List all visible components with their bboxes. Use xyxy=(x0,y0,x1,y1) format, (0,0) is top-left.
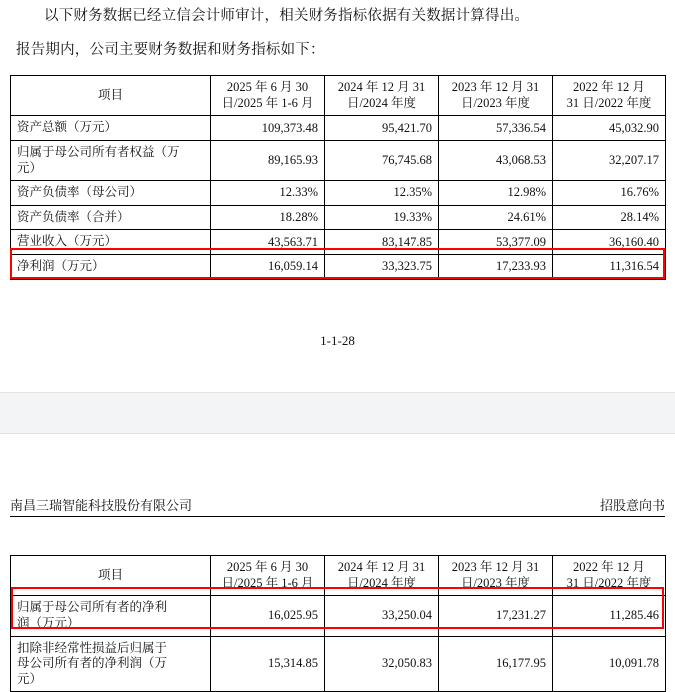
row-value: 32,207.17 xyxy=(553,140,666,180)
label-line: 资产负债率（合并） xyxy=(17,209,130,224)
table-row-highlighted xyxy=(11,596,666,636)
row-value: 18.28% xyxy=(211,205,325,230)
column-header-2025h1 xyxy=(211,556,325,596)
row-value: 12.35% xyxy=(325,181,439,206)
header-line: 2025 年 6 月 30 xyxy=(226,560,309,574)
row-value: 28.14% xyxy=(553,205,666,230)
row-value: 16,025.95 xyxy=(211,596,325,636)
label-line: 润（万元） xyxy=(17,615,80,630)
row-value: 95,421.70 xyxy=(325,116,439,141)
row-value: 17,233.93 xyxy=(439,255,553,280)
header-line: 2024 年 12 月 31 xyxy=(337,560,426,574)
row-value: 24.61% xyxy=(439,205,553,230)
label-line: 归属于母公司所有者的净利 xyxy=(17,600,168,615)
table-row-highlighted xyxy=(11,230,666,255)
label-line: 资产负债率（母公司） xyxy=(17,185,143,200)
table-row xyxy=(11,116,666,141)
label-line: 扣除非经常性损益后归属于 xyxy=(17,640,168,655)
column-header-item xyxy=(11,76,211,116)
column-header-2024 xyxy=(325,556,439,596)
page-gap-rule-top xyxy=(0,392,675,393)
header-line: 日/2025 年 1-6 月 xyxy=(221,95,314,110)
column-header-2022 xyxy=(553,556,666,596)
header-line: 日/2023 年度 xyxy=(460,575,531,590)
row-label xyxy=(11,636,211,692)
row-value: 45,032.90 xyxy=(553,116,666,141)
table-header-row xyxy=(11,556,666,596)
running-header xyxy=(10,495,665,514)
financial-summary-table-1 xyxy=(10,75,666,280)
row-value: 17,231.27 xyxy=(439,596,553,636)
row-value: 89,165.93 xyxy=(211,140,325,180)
row-label xyxy=(11,181,211,206)
table-row xyxy=(11,181,666,206)
table-row xyxy=(11,255,666,280)
table-row xyxy=(11,140,666,180)
row-label xyxy=(11,255,211,280)
header-line: 日/2025 年 1-6 月 xyxy=(221,575,314,590)
header-line: 2022 年 12 月 xyxy=(573,560,645,574)
table-row xyxy=(11,636,666,692)
label-line: 母公司所有者的净利润（万 xyxy=(17,656,168,671)
row-value: 76,745.68 xyxy=(325,140,439,180)
label-line: 营业收入（万元） xyxy=(17,234,118,249)
column-header-2025h1 xyxy=(211,76,325,116)
row-label xyxy=(11,230,211,255)
row-value: 36,160.40 xyxy=(553,230,666,255)
intro-paragraph-1: 以下财务数据已经立信会计师审计，相关财务指标依据有关数据计算得出。 xyxy=(44,8,530,24)
financial-summary-table-2 xyxy=(10,555,666,692)
header-line: 日/2024 年度 xyxy=(346,95,417,110)
running-header-rule xyxy=(10,516,665,517)
header-line: 2025 年 6 月 30 xyxy=(226,80,309,94)
row-value: 43,563.71 xyxy=(211,230,325,255)
column-header-2024 xyxy=(325,76,439,116)
table-header-row xyxy=(11,76,666,116)
header-line: 31 日/2022 年度 xyxy=(566,575,652,590)
row-label xyxy=(11,205,211,230)
header-line: 2022 年 12 月 xyxy=(573,80,645,94)
page-number: 1-1-28 xyxy=(320,333,355,348)
page-gap xyxy=(0,393,675,433)
label-line: 归属于母公司所有者权益（万 xyxy=(17,144,180,159)
row-value: 11,316.54 xyxy=(553,255,666,280)
row-value: 43,068.53 xyxy=(439,140,553,180)
column-header-item xyxy=(11,556,211,596)
running-header-company: 南昌三瑞智能科技股份有限公司 xyxy=(10,498,193,513)
row-value: 33,250.04 xyxy=(325,596,439,636)
row-value: 16.76% xyxy=(553,181,666,206)
column-header-2022 xyxy=(553,76,666,116)
label-line: 元） xyxy=(17,160,43,175)
row-value: 19.33% xyxy=(325,205,439,230)
row-value: 12.98% xyxy=(439,181,553,206)
row-value: 33,323.75 xyxy=(325,255,439,280)
header-line: 2023 年 12 月 31 xyxy=(451,80,540,94)
label-line: 元） xyxy=(17,671,43,686)
header-line: 项目 xyxy=(97,87,123,102)
table-row xyxy=(11,205,666,230)
row-label xyxy=(11,140,211,180)
row-label xyxy=(11,596,211,636)
row-value: 57,336.54 xyxy=(439,116,553,141)
page-gap-rule-bottom xyxy=(0,433,675,434)
row-value: 83,147.85 xyxy=(325,230,439,255)
row-value: 10,091.78 xyxy=(553,636,666,692)
running-header-doctype: 招股意向书 xyxy=(599,498,665,513)
header-line: 日/2024 年度 xyxy=(346,575,417,590)
label-line: 资产总额（万元） xyxy=(17,120,118,135)
column-header-2023 xyxy=(439,76,553,116)
header-line: 2024 年 12 月 31 xyxy=(337,80,426,94)
header-line: 31 日/2022 年度 xyxy=(566,95,652,110)
row-value: 32,050.83 xyxy=(325,636,439,692)
header-line: 日/2023 年度 xyxy=(460,95,531,110)
row-value: 16,177.95 xyxy=(439,636,553,692)
intro-paragraph-2: 报告期内，公司主要财务数据和财务指标如下： xyxy=(16,42,325,58)
row-value: 12.33% xyxy=(211,181,325,206)
row-value: 53,377.09 xyxy=(439,230,553,255)
row-value: 11,285.46 xyxy=(553,596,666,636)
column-header-2023 xyxy=(439,556,553,596)
header-line: 2023 年 12 月 31 xyxy=(451,560,540,574)
row-value: 109,373.48 xyxy=(211,116,325,141)
header-line: 项目 xyxy=(97,567,123,582)
row-value: 15,314.85 xyxy=(211,636,325,692)
label-line: 净利润（万元） xyxy=(17,259,105,273)
row-label xyxy=(11,116,211,141)
row-value: 16,059.14 xyxy=(211,255,325,280)
